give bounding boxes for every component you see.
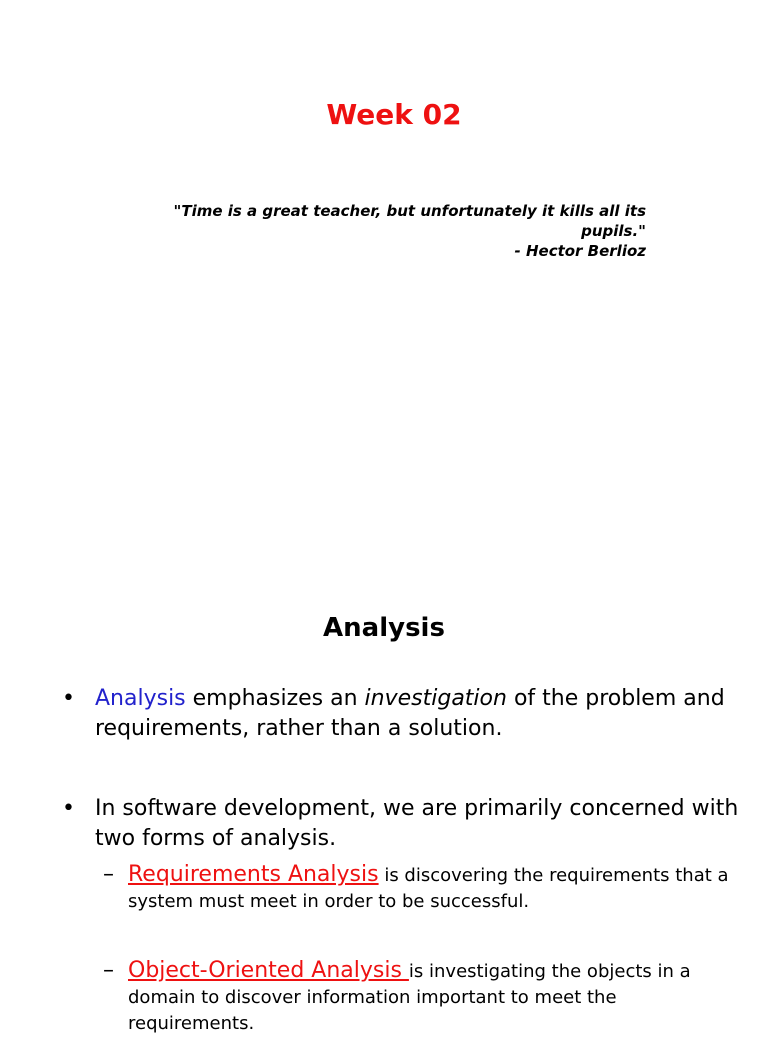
bullet-marker: • — [62, 796, 75, 821]
slide-week-02 — [0, 0, 768, 512]
quote-line-1: "Time is a great teacher, but unfortunately it kills all its — [173, 202, 646, 220]
requirements-analysis-term: Requirements Analysis — [128, 862, 379, 887]
bullet-item — [62, 684, 752, 744]
quote — [150, 201, 646, 261]
slide-title: Analysis — [323, 613, 445, 643]
bullet-text-part: of the problem and requirements, rather than a solution. — [95, 686, 725, 741]
quote-attribution: - Hector Berlioz — [514, 242, 646, 260]
bullet-item — [62, 794, 752, 854]
sub-item-marker: – — [103, 862, 114, 887]
sub-item-description: is investigating the objects in a domain to discover information important to meet the requirements. — [128, 961, 691, 1034]
sub-item-description: is discovering the requirements that a system must meet in order to be successful. — [128, 865, 729, 912]
sub-item-text — [128, 862, 743, 915]
sub-item-requirements-analysis — [103, 862, 743, 915]
bullet-text: In software development, we are primarily concerned with two forms of analysis. — [95, 796, 739, 851]
analysis-term: Analysis — [95, 686, 186, 711]
bullet-marker: • — [62, 686, 75, 711]
sub-item-text — [128, 958, 743, 1037]
slide-analysis — [0, 512, 768, 1034]
bullet-text — [95, 684, 752, 744]
investigation-term: investigation — [364, 686, 507, 711]
object-oriented-analysis-term: Object-Oriented Analysis — [128, 958, 409, 983]
slide-title: Week 02 — [326, 98, 462, 131]
sub-item-marker: – — [103, 958, 114, 983]
sub-item-object-oriented-analysis — [103, 958, 743, 1037]
bullet-text-part: emphasizes an — [185, 686, 365, 711]
quote-line-2: pupils." — [581, 222, 646, 240]
